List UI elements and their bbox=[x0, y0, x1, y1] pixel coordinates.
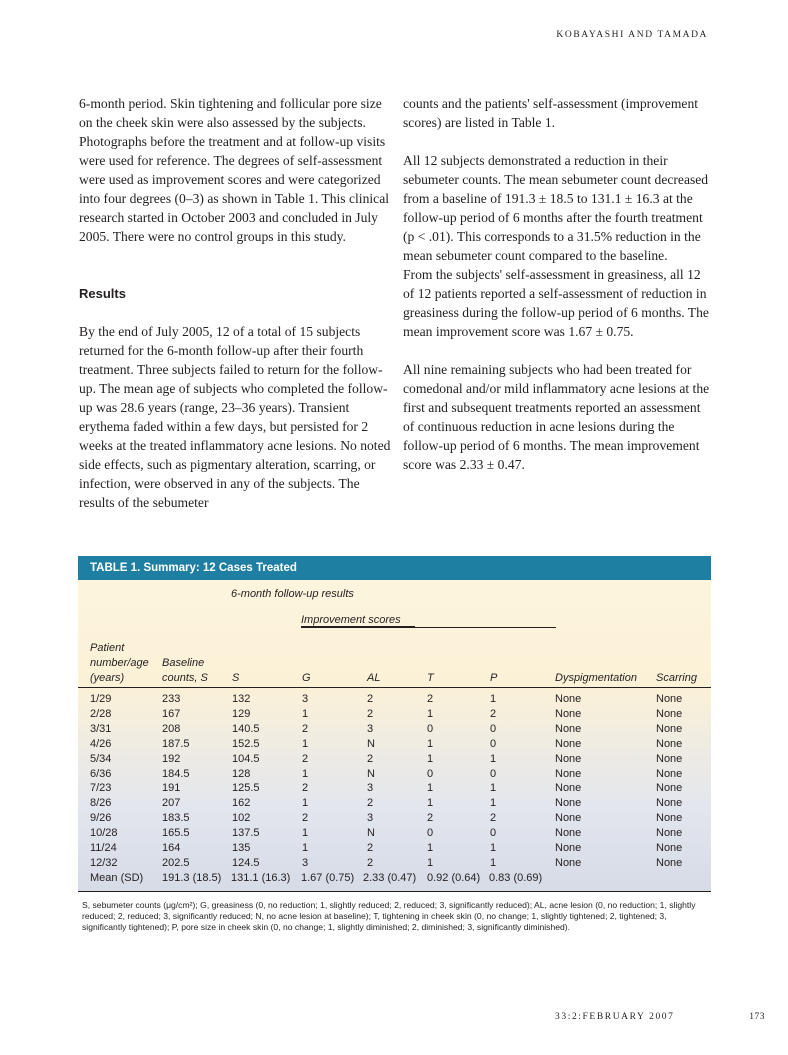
cell-g: 3 bbox=[302, 856, 309, 869]
cell-t: 1 bbox=[427, 752, 434, 765]
cell-s: 162 bbox=[232, 797, 251, 810]
cell-baseline: 183.5 bbox=[162, 812, 190, 825]
cell-patient: 6/36 bbox=[90, 767, 112, 780]
page-footer bbox=[555, 1012, 765, 1022]
left-paragraph-2: By the end of July 2005, 12 of a total of 15 subjects returned for the 6-month follow-up after their fourth treatment. Three subjects failed to return for the follow-up. The mean age of subjects who completed the follow-up was 28.6 years (range, 23–36 years). Transient erythema faded within a few days, but persisted for 2 weeks at the treated inflammatory acne lesions. No noted side effects, such as pigmentary alteration, scarring, or infection, were observed in any of the subjects. The results of the sebumeter bbox=[79, 324, 391, 510]
cell-dyspigmentation: None bbox=[555, 752, 582, 765]
cell-t: 1 bbox=[427, 856, 434, 869]
cell-patient: 11/24 bbox=[90, 842, 117, 854]
mean-value: 1.67 (0.75) bbox=[301, 871, 355, 884]
cell-p: 2 bbox=[490, 812, 497, 825]
cell-patient: 7/23 bbox=[90, 782, 112, 795]
cell-g: 1 bbox=[302, 737, 309, 750]
issue-info: 33:2:FEBRUARY 2007 bbox=[555, 1012, 675, 1022]
cell-scarring: None bbox=[656, 737, 683, 750]
cell-patient: 3/31 bbox=[90, 722, 112, 735]
cell-al: 2 bbox=[367, 707, 374, 720]
header-baseline-line2: counts, S bbox=[162, 672, 208, 684]
cell-baseline: 165.5 bbox=[162, 827, 190, 840]
header-dyspigmentation: Dyspigmentation bbox=[555, 672, 637, 684]
subgroup-header: Improvement scores bbox=[301, 614, 401, 626]
cell-patient: 8/26 bbox=[90, 797, 112, 810]
cell-patient: 9/26 bbox=[90, 812, 112, 825]
cell-p: 0 bbox=[490, 722, 497, 735]
cell-patient: 12/32 bbox=[90, 856, 118, 869]
cell-scarring: None bbox=[656, 767, 683, 780]
cell-al: N bbox=[367, 767, 375, 780]
left-paragraph-1: 6-month period. Skin tightening and follicular pore size on the cheek skin were also assessed by the subjects. Photographs before the treatment and at follow-up visits were used for reference. The degrees of self-assessment were used as improvement scores and were categorized into four degrees (0–3) as shown in Table 1. This clinical research started in October 2003 and concluded in July 2005. There were no control groups in this study. bbox=[79, 96, 390, 244]
cell-g: 1 bbox=[302, 767, 309, 780]
cell-baseline: 192 bbox=[162, 752, 181, 765]
cell-g: 3 bbox=[302, 693, 309, 705]
cell-g: 1 bbox=[302, 707, 309, 720]
cell-baseline: 202.5 bbox=[162, 856, 190, 869]
header-rule bbox=[78, 687, 711, 688]
header-baseline-line1: Baseline bbox=[162, 657, 205, 669]
cell-g: 2 bbox=[302, 782, 309, 795]
cell-scarring: None bbox=[656, 782, 683, 795]
cell-al: 2 bbox=[367, 856, 374, 869]
header-scarring: Scarring bbox=[656, 672, 697, 684]
cell-s: 140.5 bbox=[232, 722, 260, 735]
results-heading: Results bbox=[79, 286, 126, 301]
cell-patient: 4/26 bbox=[90, 737, 112, 750]
cell-baseline: 191 bbox=[162, 782, 181, 795]
group-header: 6-month follow-up results bbox=[231, 588, 354, 600]
mean-value: 2.33 (0.47) bbox=[363, 871, 417, 884]
cell-scarring: None bbox=[656, 797, 683, 810]
cell-t: 1 bbox=[427, 842, 434, 854]
cell-dyspigmentation: None bbox=[555, 797, 582, 810]
cell-dyspigmentation: None bbox=[555, 707, 582, 720]
cell-dyspigmentation: None bbox=[555, 812, 582, 825]
cell-t: 1 bbox=[427, 782, 434, 795]
table-bottom-rule bbox=[78, 891, 711, 892]
cell-g: 2 bbox=[302, 722, 309, 735]
cell-p: 0 bbox=[490, 767, 497, 780]
cell-t: 0 bbox=[427, 767, 434, 780]
cell-t: 0 bbox=[427, 827, 434, 840]
cell-g: 1 bbox=[302, 842, 309, 854]
page-number: 173 bbox=[749, 1012, 765, 1022]
cell-scarring: None bbox=[656, 842, 683, 854]
cell-g: 2 bbox=[302, 752, 309, 765]
cell-al: 2 bbox=[367, 842, 374, 854]
cell-dyspigmentation: None bbox=[555, 767, 582, 780]
header-p: P bbox=[490, 672, 498, 684]
right-paragraph-1: counts and the patients' self-assessment (improvement scores) are listed in Table 1. bbox=[403, 96, 699, 130]
cell-g: 1 bbox=[302, 797, 309, 810]
cell-al: 2 bbox=[367, 752, 374, 765]
header-s: S bbox=[232, 672, 240, 684]
cell-t: 2 bbox=[427, 812, 434, 825]
cell-patient: 1/29 bbox=[90, 693, 112, 705]
header-patient-line1: Patient bbox=[90, 642, 125, 654]
cell-p: 1 bbox=[490, 782, 497, 795]
cell-baseline: 208 bbox=[162, 722, 181, 735]
cell-al: N bbox=[367, 827, 375, 840]
cell-scarring: None bbox=[656, 693, 683, 705]
cell-patient: 10/28 bbox=[90, 827, 118, 840]
cell-p: 1 bbox=[490, 752, 497, 765]
cell-p: 0 bbox=[490, 737, 497, 750]
cell-t: 1 bbox=[427, 707, 434, 720]
cell-scarring: None bbox=[656, 812, 683, 825]
cell-p: 1 bbox=[490, 856, 497, 869]
cell-baseline: 167 bbox=[162, 707, 181, 720]
cell-p: 1 bbox=[490, 842, 497, 854]
cell-p: 1 bbox=[490, 693, 497, 705]
cell-scarring: None bbox=[656, 827, 683, 840]
cell-al: N bbox=[367, 737, 375, 750]
cell-p: 1 bbox=[490, 797, 497, 810]
cell-dyspigmentation: None bbox=[555, 842, 582, 854]
cell-t: 0 bbox=[427, 722, 434, 735]
cell-dyspigmentation: None bbox=[555, 782, 582, 795]
cell-baseline: 187.5 bbox=[162, 737, 190, 750]
left-column bbox=[79, 94, 391, 512]
cell-baseline: 233 bbox=[162, 693, 181, 705]
subgroup-rule bbox=[301, 627, 556, 628]
cell-dyspigmentation: None bbox=[555, 722, 582, 735]
cell-s: 135 bbox=[232, 842, 251, 854]
cell-al: 3 bbox=[367, 812, 374, 825]
cell-baseline: 184.5 bbox=[162, 767, 190, 780]
cell-s: 132 bbox=[232, 693, 251, 705]
cell-s: 102 bbox=[232, 812, 251, 825]
table-footnote: S, sebumeter counts (μg/cm²); G, greasiness (0, no reduction; 1, slightly reduced; 2, reduced; 3, significantly reduced); AL, acne lesion (0, no reduction; 1, slightly reduced; 2, reduced; 3, significantly reduced; N, no acne lesion at baseline); T, tightening in cheek skin (0, no change; 1, slightly tightened; 2, tightened; 3, significantly tightened); P, pore size in cheek skin (0, no change; 1, slightly diminished; 2, diminished; 3, significantly diminished). bbox=[82, 900, 696, 932]
cell-scarring: None bbox=[656, 752, 683, 765]
header-patient-line2: number/age bbox=[90, 657, 149, 669]
cell-dyspigmentation: None bbox=[555, 827, 582, 840]
cell-al: 2 bbox=[367, 693, 374, 705]
cell-scarring: None bbox=[656, 856, 683, 869]
cell-t: 1 bbox=[427, 737, 434, 750]
cell-dyspigmentation: None bbox=[555, 693, 582, 705]
table-title: TABLE 1. Summary: 12 Cases Treated bbox=[78, 556, 711, 580]
cell-scarring: None bbox=[656, 722, 683, 735]
mean-value: 0.92 (0.64) bbox=[427, 871, 481, 884]
cell-baseline: 164 bbox=[162, 842, 181, 854]
header-g: G bbox=[302, 672, 311, 684]
header-patient-line3: (years) bbox=[90, 672, 125, 684]
cell-p: 0 bbox=[490, 827, 497, 840]
cell-s: 152.5 bbox=[232, 737, 260, 750]
cell-s: 124.5 bbox=[232, 856, 260, 869]
cell-dyspigmentation: None bbox=[555, 737, 582, 750]
cell-s: 128 bbox=[232, 767, 251, 780]
right-paragraph-4: All nine remaining subjects who had been treated for comedonal and/or mild inflammatory acne lesions at the first and subsequent treatments reported an assessment of continuous reduction in acne lesions during the follow-up period of 6 months. The mean improvement score was 2.33 ± 0.47. bbox=[403, 362, 710, 472]
cell-patient: 2/28 bbox=[90, 707, 112, 720]
cell-s: 137.5 bbox=[232, 827, 260, 840]
mean-value: 191.3 (18.5) bbox=[162, 871, 222, 884]
cell-p: 2 bbox=[490, 707, 497, 720]
cell-al: 3 bbox=[367, 722, 374, 735]
mean-label: Mean (SD) bbox=[90, 871, 144, 884]
cell-al: 2 bbox=[367, 797, 374, 810]
mean-value: 131.1 (16.3) bbox=[231, 871, 291, 884]
right-paragraph-2: All 12 subjects demonstrated a reduction in their sebumeter counts. The mean sebumeter count decreased from a baseline of 191.3 ± 18.5 to 131.1 ± 16.3 at the follow-up period of 6 months after the fourth treatment (p < .01). This corresponds to a 31.5% reduction in the mean sebumeter count compared to the baseline. bbox=[403, 153, 709, 263]
mean-value: 0.83 (0.69) bbox=[489, 871, 543, 884]
cell-g: 1 bbox=[302, 827, 309, 840]
cell-baseline: 207 bbox=[162, 797, 181, 810]
cell-g: 2 bbox=[302, 812, 309, 825]
cell-al: 3 bbox=[367, 782, 374, 795]
right-column bbox=[403, 94, 715, 474]
header-al: AL bbox=[367, 672, 381, 684]
cell-s: 129 bbox=[232, 707, 251, 720]
cell-t: 1 bbox=[427, 797, 434, 810]
cell-patient: 5/34 bbox=[90, 752, 112, 765]
cell-s: 125.5 bbox=[232, 782, 260, 795]
cell-s: 104.5 bbox=[232, 752, 260, 765]
header-t: T bbox=[427, 672, 434, 684]
summary-table bbox=[78, 556, 711, 936]
running-head: KOBAYASHI AND TAMADA bbox=[556, 30, 708, 40]
cell-scarring: None bbox=[656, 707, 683, 720]
cell-dyspigmentation: None bbox=[555, 856, 582, 869]
cell-t: 2 bbox=[427, 693, 434, 705]
right-paragraph-3: From the subjects' self-assessment in greasiness, all 12 of 12 patients reported a self-assessment of reduction in greasiness during the follow-up period of 6 months. The mean improvement score was 1.67 ± 0.75. bbox=[403, 267, 709, 339]
